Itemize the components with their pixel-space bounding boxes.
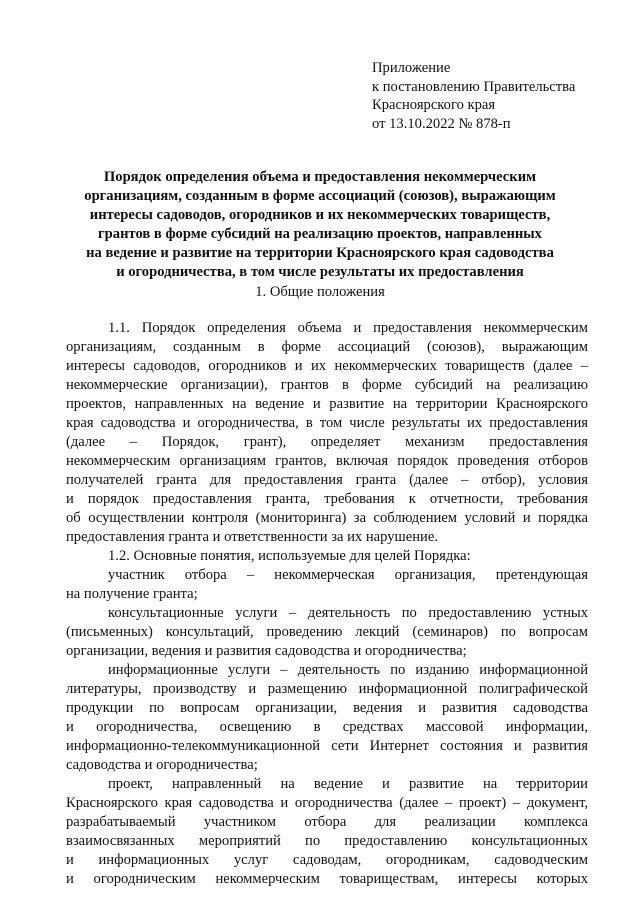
text-line: интересы садоводов, огородников и их некоммерческих товариществ (далее – <box>66 358 588 374</box>
text-line: некоммерческие организации), грантов в форме субсидий на реализацию <box>66 377 588 393</box>
title-line: организациям, созданным в форме ассоциаций (союзов), выражающим <box>84 187 556 204</box>
title-line: грантов в форме субсидий на реализацию проектов, направленных <box>98 225 542 242</box>
title-line: и огородничества, в том числе результаты их предоставления <box>116 263 524 280</box>
text-line: края садоводства и огородничества, в том числе результаты их предоставления <box>66 415 588 431</box>
attachment-region: Красноярского края <box>372 97 496 114</box>
text-line: организации, ведения и развития садоводства и огородничества; <box>66 643 467 659</box>
text-line: и огородническим некоммерческим товариществам, интересы которых <box>66 871 588 887</box>
body-text <box>66 319 588 889</box>
text-line: 1.1. Порядок определения объема и предоставления некоммерческим <box>108 320 588 336</box>
section-heading: 1. Общие положения <box>255 284 385 300</box>
text-line: об осуществлении контроля (мониторинга) за соблюдением условий и порядка <box>66 510 588 526</box>
text-line: предоставления гранта и ответственности за их нарушение. <box>66 529 438 545</box>
attachment-label: Приложение <box>372 60 451 76</box>
text-line: организациям, созданным в форме ассоциаций (союзов), выражающим <box>66 339 588 355</box>
text-line: Красноярского края садоводства и огородничества (далее – проект) – документ, <box>66 795 588 811</box>
text-line: (письменных) консультаций, проведению лекций (семинаров) по вопросам <box>66 624 588 640</box>
title-line: Порядок определения объема и предоставления некоммерческим <box>103 169 537 185</box>
text-line: проектов, направленных на ведение и развитие на территории Красноярского <box>66 396 588 412</box>
text-line: и огородничества, освещению в средствах массовой информации, <box>66 719 588 735</box>
text-line: информационно-телекоммуникационной сети Интернет состояния и развития <box>66 738 588 754</box>
text-line: и порядок предоставления гранта, требования к отчетности, требования <box>66 491 588 507</box>
text-line: консультационные услуги – деятельность по предоставлению устных <box>108 605 588 621</box>
text-line: участник отбора – некоммерческая организация, претендующая <box>108 567 588 583</box>
text-line: получателей гранта для предоставления гранта (далее – отбор), условия <box>66 472 588 488</box>
attachment-block <box>372 59 612 133</box>
text-line: и информационных услуг садоводам, огородникам, садоводческим <box>66 852 588 868</box>
document-title <box>60 168 580 281</box>
text-line: взаимосвязанных мероприятий по предоставлению консультационных <box>66 833 588 849</box>
title-line: на ведение и развитие на территории Красноярского края садоводства <box>86 244 554 261</box>
text-line: некоммерческим организациям грантов, включая порядок проведения отборов <box>66 453 588 469</box>
text-line: литературы, производству и размещению информационной полиграфической <box>66 681 588 697</box>
text-line: (далее – Порядок, грант), определяет механизм предоставления <box>66 434 588 450</box>
text-line: продукции по вопросам организации, ведения и развития садоводства <box>66 700 588 716</box>
text-line: на получение гранта; <box>66 586 198 602</box>
title-line: интересы садоводов, огородников и их некоммерческих товариществ, <box>89 206 551 223</box>
text-line: разрабатываемый участником отбора для реализации комплекса <box>66 814 588 830</box>
text-line: 1.2. Основные понятия, используемые для целей Порядка: <box>108 548 471 564</box>
text-line: информационные услуги – деятельность по изданию информационной <box>108 662 588 678</box>
text-line: проект, направленный на ведение и развитие на территории <box>108 776 588 792</box>
text-line: садоводства и огородничества; <box>66 757 258 773</box>
attachment-date-number: от 13.10.2022 № 878-п <box>372 115 511 132</box>
attachment-resolution: к постановлению Правительства <box>372 78 576 95</box>
